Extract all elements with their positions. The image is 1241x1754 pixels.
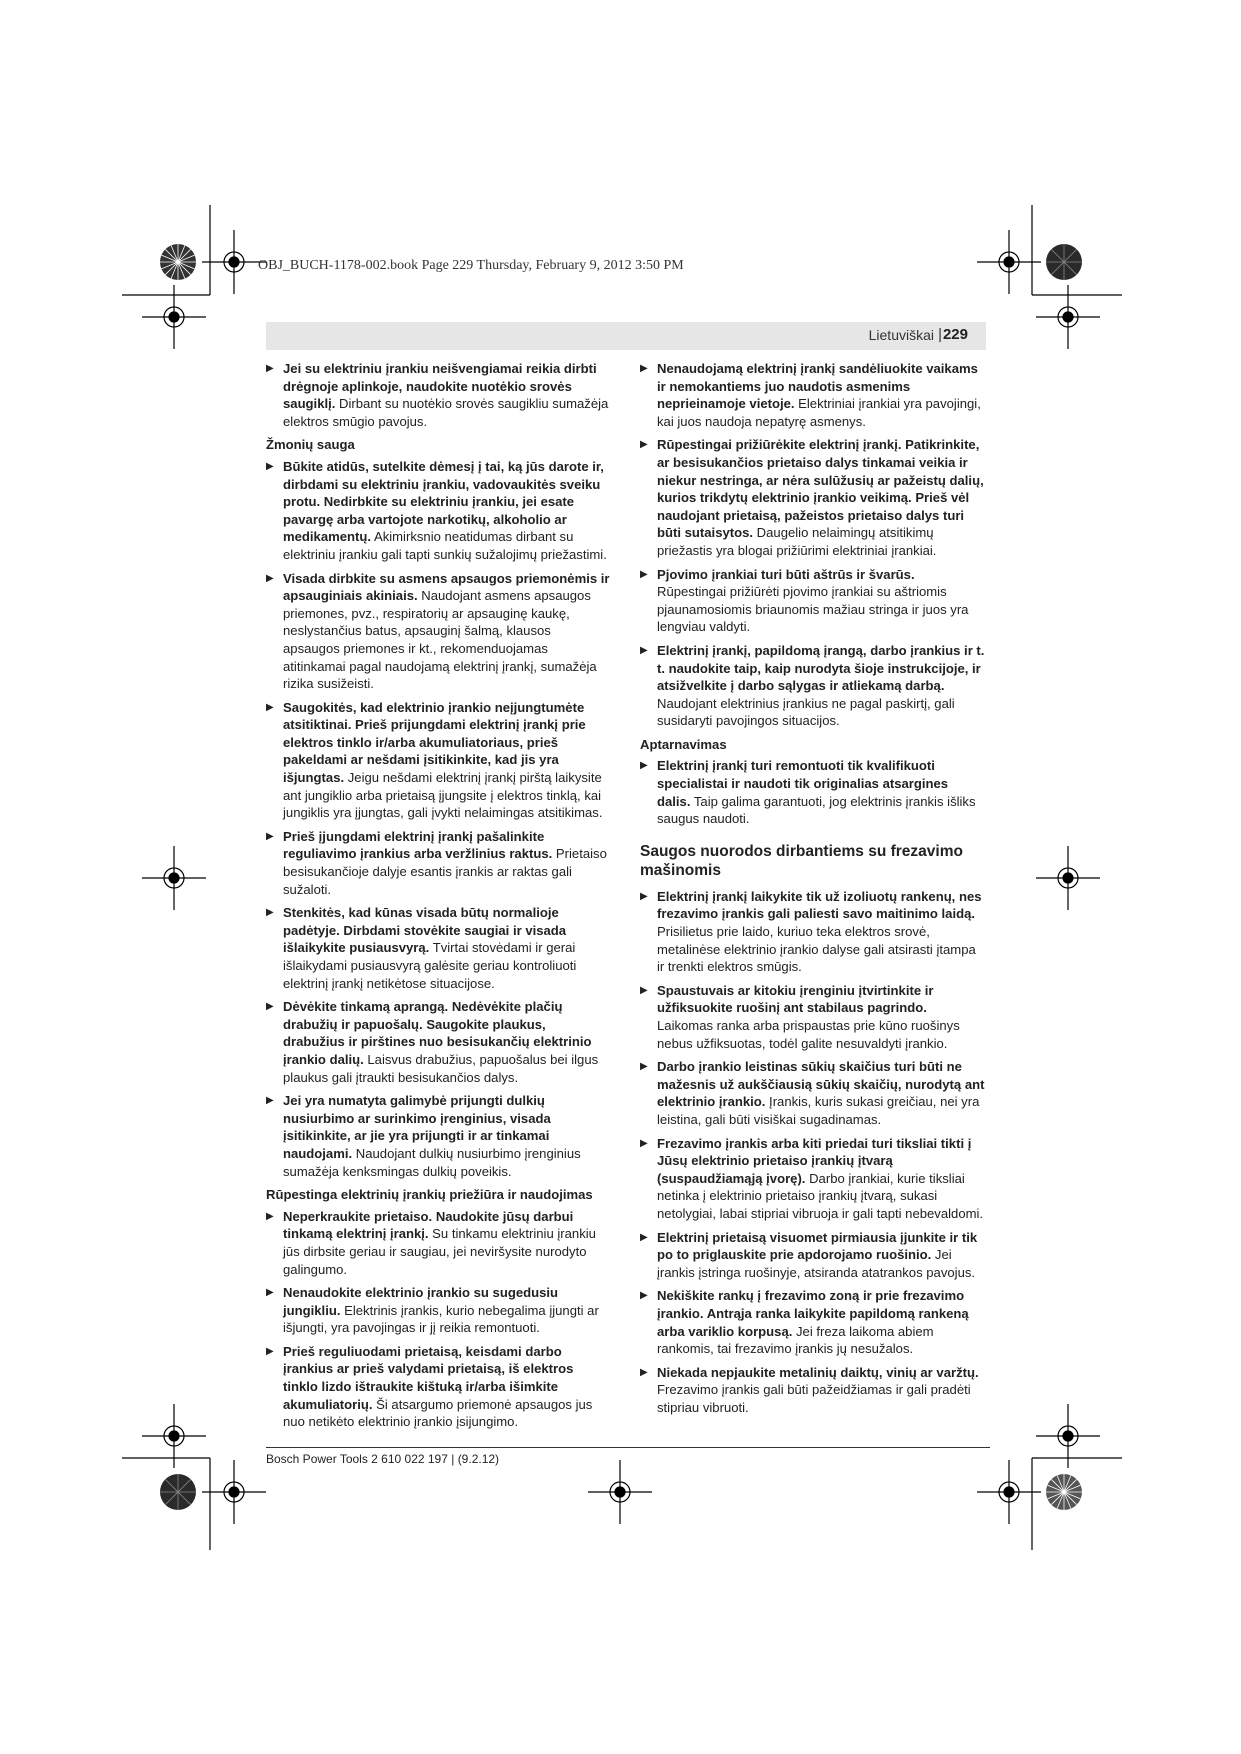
item-text: Jei freza laikoma abiem rankomis, tai frezavimo įrankis jų nesužalos. xyxy=(657,1323,934,1357)
triangle-bullet-icon: ▶ xyxy=(640,1366,648,1378)
registration-mark xyxy=(202,230,266,294)
safety-item xyxy=(266,458,611,564)
footer-rule xyxy=(266,1447,990,1448)
triangle-bullet-icon: ▶ xyxy=(640,1061,648,1073)
safety-item xyxy=(266,828,611,898)
starburst-wheel xyxy=(1046,244,1082,280)
header-language: Lietuviškai xyxy=(868,327,934,343)
safety-item xyxy=(640,757,985,827)
subheading: Rūpestinga elektrinių įrankių priežiūra ir naudojimas xyxy=(266,1187,593,1203)
item-text: Prietaiso besisukančioje dalyje esantis įrankis ar raktas gali sužaloti. xyxy=(283,846,607,897)
safety-item xyxy=(640,1058,985,1128)
triangle-bullet-icon: ▶ xyxy=(640,760,648,772)
triangle-bullet-icon: ▶ xyxy=(640,439,648,451)
item-bold-text: Nekiškite rankų į frezavimo zoną ir prie frezavimo įrankio. Antrąja ranka laikykite papildomą rankeną arba variklio korpusą. xyxy=(657,1288,969,1339)
triangle-bullet-icon: ▶ xyxy=(640,363,648,374)
item-text: Laikomas ranka arba prispaustas prie kūno ruošinys nebus užfiksuotas, todėl galite nesuvaldyti įrankio. xyxy=(657,1018,960,1051)
item-bold-text: Elektrinį įrankį, papildomą įrangą, darbo įrankius ir t. t. naudokite taip, kaip nurodyta šioje instrukcijoje, ir atsižvelkite į darbo sąlygas ir atliekamą darbą. xyxy=(657,642,985,694)
item-bold-text: Jei yra numatyta galimybė prijungti dulkių nusiurbimo ar surinkimo įrenginius, visada įsitikinkite, ar jie yra prijungti ir ar tinkamai naudojami. xyxy=(283,1093,551,1161)
subheading: Aptarnavimas xyxy=(640,736,727,752)
starburst-wheel xyxy=(1046,1474,1082,1510)
item-text: Naudojant dulkių nusiurbimo įrenginius sumažėja kenksmingas dulkių poveikis. xyxy=(283,1145,581,1179)
item-bold-text: Nenaudokite elektrinio įrankio su sugedusiu jungikliu. xyxy=(283,1285,559,1318)
file-header: OBJ_BUCH-1178-002.book Page 229 Thursday, February 9, 2012 3:50 PM xyxy=(258,258,684,273)
item-bold-text: Spaustuvais ar kitokiu įrenginiu įtvirtinkite ir užfiksuokite ruošinį ant stabilaus pagrindo. xyxy=(657,982,934,1016)
triangle-bullet-icon: ▶ xyxy=(266,1095,274,1107)
item-bold-text: Elektrinį prietaisą visuomet pirmiausia įjunkite ir tik po to priglauskite prie apdorojamo ruošinio. xyxy=(657,1229,978,1263)
item-text: Jeigu nešdami elektrinį įrankį pirštą laikysite ant jungiklio arba prietaisą įjungsite į elektros tinklą, kai jungiklis yra įjungtas, gali įvykti nelaimingas atsitikimas. xyxy=(283,770,603,821)
triangle-bullet-icon: ▶ xyxy=(266,1210,274,1222)
starburst-wheel xyxy=(160,1474,196,1510)
item-bold-text: Visada dirbkite su asmens apsaugos priemonėmis ir apsauginiais akiniais. xyxy=(283,570,610,604)
registration-mark xyxy=(202,1460,266,1524)
triangle-bullet-icon: ▶ xyxy=(266,830,274,842)
item-text: Akimirksnio neatidumas dirbant su elektriniu įrankiu gali tapti sunkių sužalojimų priežastimi. xyxy=(283,529,607,562)
item-text: Įrankis, kuris sukasi greičiau, nei yra leistina, gali būti visiškai sugadinamas. xyxy=(657,1094,980,1127)
item-bold-text: Darbo įrankio leistinas sūkių skaičius turi būti ne mažesnis už aukščiausią sūkių skaičių, nurodytą ant elektrinio įrankio. xyxy=(657,1059,985,1110)
item-bold-text: Jei su elektriniu įrankiu neišvengiamai reikia dirbti drėgnoje aplinkoje, naudokite nuotėkio srovės saugiklį. xyxy=(283,361,597,412)
triangle-bullet-icon: ▶ xyxy=(266,701,274,713)
safety-item xyxy=(640,1135,985,1223)
item-text: Naudojant asmens apsaugos priemones, pvz., respiratorių ar apsauginę kaukę, neslystančius batus, apsauginį šalmą, klausos apsaugos priemones ir kt., rekomenduojamas atitinkamai pagal naudojamą elektrinį įrankį, sumažėja rizika susižeisti. xyxy=(283,588,597,692)
registration-mark xyxy=(142,846,206,910)
item-text: Elektriniai įrankiai yra pavojingi, kai juos naudoja nepatyrę asmenys. xyxy=(657,396,981,429)
page-header-band xyxy=(266,322,986,350)
triangle-bullet-icon: ▶ xyxy=(266,1345,274,1357)
triangle-bullet-icon: ▶ xyxy=(266,572,274,584)
item-bold-text: Frezavimo įrankis arba kiti priedai turi tiksliai tikti į Jūsų elektrinio prietaiso įrankių įtvarą (suspaudžiamąją įvorę). xyxy=(657,1135,972,1186)
item-text: Prisilietus prie laido, kuriuo teka elektros srovė, metalinėse elektrinio įrankio dalyse gali atsirasti įtampa ir trenkti elektros smūgis. xyxy=(657,924,976,975)
left-column xyxy=(266,360,611,1437)
item-text: Tvirtai stovėdami ir gerai išlaikydami pusiausvyrą galėsite geriau kontroliuoti elektrinį įrankį netikėtose situacijose. xyxy=(283,940,577,991)
safety-item xyxy=(266,998,611,1086)
safety-item xyxy=(266,699,611,822)
triangle-bullet-icon: ▶ xyxy=(640,984,648,996)
safety-item xyxy=(640,436,985,559)
registration-mark xyxy=(588,1460,652,1524)
safety-item xyxy=(266,1343,611,1431)
item-bold-text: Rūpestingai prižiūrėkite elektrinį įrankį. Patikrinkite, ar besisukančios prietaiso dalys tinkamai veikia ir niekur nestringa, ar nėra sulūžusių ar pažeistų dalių, kurios trikdytų elektrinio įrankio veikimą. Prieš vėl naudojant prietaisą, pažeistos prietaiso dalys turi būti sutaisytos. xyxy=(657,437,984,541)
header-separator: | xyxy=(938,326,942,343)
item-text: Darbo įrankiai, kurie tiksliai netinka į elektrinio prietaiso įrankių įtvarą, sukasi netolygiai, labai stipriai vibruoja ir gali tapti nebevaldomi. xyxy=(657,1170,984,1221)
item-bold-text: Prieš reguliuodami prietaisą, keisdami darbo įrankius ar prieš valydami prietaisą, iš elektros tinklo lizdo ištraukite kištuką ir/arba išimkite akumuliatorių. xyxy=(283,1343,574,1412)
item-bold-text: Neperkraukite prietaiso. Naudokite jūsų darbui tinkamą elektrinį įrankį. xyxy=(283,1208,574,1242)
triangle-bullet-icon: ▶ xyxy=(640,1231,648,1243)
item-text: Naudojant elektrinius įrankius ne pagal paskirtį, gali susidaryti pavojingos situacijos. xyxy=(657,695,955,729)
safety-item xyxy=(266,360,611,430)
item-text: Dirbant su nuotėkio srovės saugikliu sumažėja elektros smūgio pavojus. xyxy=(283,396,609,429)
safety-item xyxy=(266,904,611,992)
item-bold-text: Nenaudojamą elektrinį įrankį sandėliuokite vaikams ir nemokantiems juo naudotis asmenims neprieinamoje vietoje. xyxy=(657,361,978,412)
safety-item xyxy=(640,1287,985,1357)
item-text: Taip galima garantuoti, jog elektrinis įrankis išliks saugus naudoti. xyxy=(657,793,976,827)
item-text: Daugelio nelaimingų atsitikimų priežastis yra blogai prižiūrimi elektriniai įrankiai. xyxy=(657,525,937,558)
triangle-bullet-icon: ▶ xyxy=(266,1001,274,1013)
safety-item xyxy=(266,1092,611,1180)
page-footer: Bosch Power Tools 2 610 022 197 | (9.2.12) xyxy=(266,1452,500,1466)
triangle-bullet-icon: ▶ xyxy=(640,890,648,902)
safety-item xyxy=(266,1208,611,1278)
item-bold-text: Būkite atidūs, sutelkite dėmesį į tai, ką jūs darote ir, dirbdami su elektriniu įrankiu, vadovaukitės sveiku protu. Nedirbkite su elektriniu įrankiu, jei esate pavargę arba vartojote narkotikų, alkoholio ar medikamentų. xyxy=(283,458,604,545)
item-bold-text: Niekada nepjaukite metalinių daiktų, vinių ar varžtų. xyxy=(657,1364,979,1380)
triangle-bullet-icon: ▶ xyxy=(640,1137,648,1149)
item-bold-text: Pjovimo įrankiai turi būti aštrūs ir švarūs. xyxy=(657,566,915,582)
safety-item xyxy=(640,888,985,976)
item-text: Jei įrankis įstringa ruošinyje, atsiranda atatrankos pavojus. xyxy=(657,1247,976,1280)
section-heading: Saugos nuorodos dirbantiems su frezavimo mašinomis xyxy=(640,842,963,879)
starburst-wheel xyxy=(160,244,196,280)
safety-item xyxy=(640,360,985,430)
triangle-bullet-icon: ▶ xyxy=(640,1290,648,1302)
item-bold-text: Prieš įjungdami elektrinį įrankį pašalinkite reguliavimo įrankius arba veržlinius raktus. xyxy=(283,828,553,862)
triangle-bullet-icon: ▶ xyxy=(266,907,274,919)
safety-item xyxy=(266,1284,611,1337)
safety-item xyxy=(640,1229,985,1282)
safety-item xyxy=(640,566,985,636)
item-text: Laisvus drabužius, papuošalus bei ilgus plaukus gali įtraukti besisukančios dalys. xyxy=(283,1051,599,1085)
subheading: Žmonių sauga xyxy=(266,437,355,453)
safety-item xyxy=(640,642,985,730)
triangle-bullet-icon: ▶ xyxy=(640,644,648,656)
triangle-bullet-icon: ▶ xyxy=(266,363,274,374)
safety-item xyxy=(640,1364,985,1417)
item-text: Su tinkamu elektriniu įrankiu jūs dirbsite geriau ir saugiau, jei neviršysite nurodyto galingumo. xyxy=(283,1226,596,1277)
safety-item xyxy=(640,982,985,1052)
item-bold-text: Saugokitės, kad elektrinio įrankio neįjungtumėte atsitiktinai. Prieš prijungdami elektrinį įrankį prie elektros tinklo ir/arba akumuliatoriaus, prieš pakeldami ar nešdami įsitikinkite, kad jis yra išjungtas. xyxy=(283,699,586,786)
item-bold-text: Elektrinį įrankį laikykite tik už izoliuotų rankenų, nes frezavimo įrankis gali paliesti savo maitinimo laidą. xyxy=(657,888,982,922)
safety-item xyxy=(266,570,611,693)
item-bold-text: Stenkitės, kad kūnas visada būtų normalioje padėtyje. Dirbdami stovėkite saugiai ir visada išlaikykite pusiausvyrą. xyxy=(283,905,567,956)
item-text: Elektrinis įrankis, kurio nebegalima įjungti ar išjungti, yra pavojingas ir jį reikia remontuoti. xyxy=(283,1302,599,1336)
triangle-bullet-icon: ▶ xyxy=(266,460,274,472)
right-column xyxy=(640,360,985,1422)
item-text: Ši atsargumo priemonė apsaugos jus nuo netikėto elektrinio įrankio įsijungimo. xyxy=(283,1396,593,1430)
triangle-bullet-icon: ▶ xyxy=(266,1287,274,1299)
item-bold-text: Elektrinį įrankį turi remontuoti tik kvalifikuoti specialistai ir naudoti tik originalias atsargines dalis. xyxy=(657,758,949,809)
item-text: Frezavimo įrankis gali būti pažeidžiamas ir gali pradėti stipriau vibruoti. xyxy=(657,1382,971,1415)
triangle-bullet-icon: ▶ xyxy=(640,568,648,580)
registration-mark xyxy=(1036,846,1100,910)
item-bold-text: Dėvėkite tinkamą aprangą. Nedėvėkite plačių drabužių ir papuošalų. Saugokite plaukus, drabužius ir pirštines nuo besisukančių elektrinio įrankio dalių. xyxy=(283,999,592,1067)
item-text: Rūpestingai prižiūrėti pjovimo įrankiai su aštriomis pjaunamosiomis briaunomis mažiau stringa ir juos yra lengviau valdyti. xyxy=(657,584,969,635)
page-number: 229 xyxy=(942,326,968,343)
